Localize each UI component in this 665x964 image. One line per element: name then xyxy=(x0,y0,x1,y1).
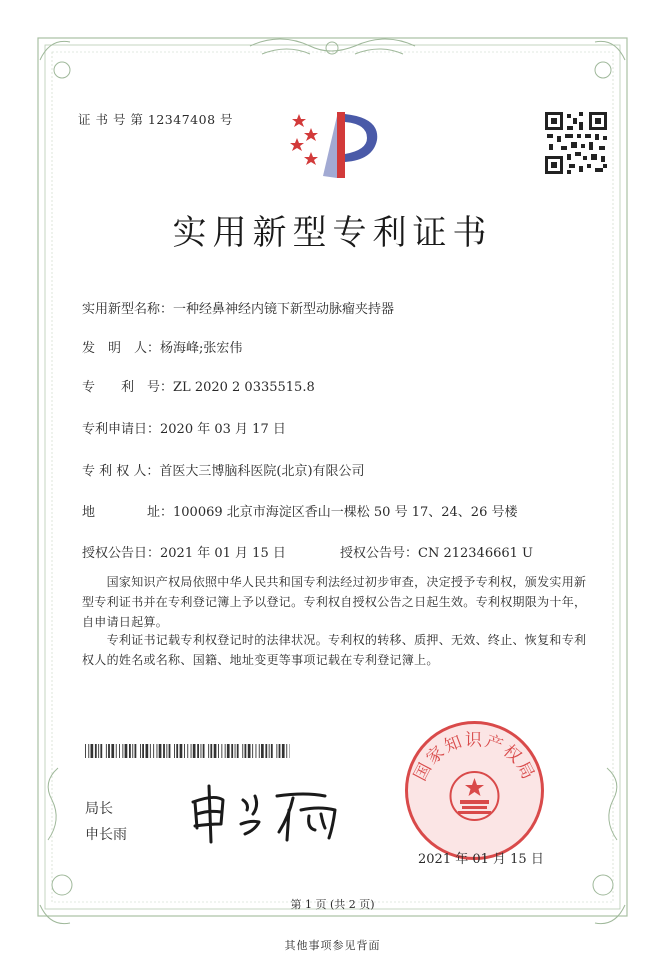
field-value: CN 212346661 U xyxy=(418,546,533,561)
address-row xyxy=(82,501,517,520)
back-side-note: 其他事项参见背面 xyxy=(284,939,381,952)
inventor-row xyxy=(82,337,242,356)
field-label: 专 利 号： xyxy=(82,380,174,395)
barcode-icon xyxy=(85,744,290,758)
field-value: 杨海峰;张宏伟 xyxy=(160,341,243,356)
director-name: 申长雨 xyxy=(85,827,127,843)
seal-date: 2021 年 01 月 15 日 xyxy=(418,852,544,867)
certificate-title: 实用新型专利证书 xyxy=(172,213,493,253)
grant-number-row xyxy=(340,542,533,561)
field-label: 授权公告号： xyxy=(340,546,419,561)
field-label: 实用新型名称： xyxy=(82,302,174,317)
grant-statement-paragraph: 国家知识产权局依照中华人民共和国专利法经过初步审查，决定授予专利权，颁发实用新型专利证书并在专利登记簿上予以登记。专利权自授权公告之日起生效。专利权期限为十年，自申请日起算。 xyxy=(82,575,587,629)
page-indicator: 第 1 页 (共 2 页) xyxy=(290,898,375,911)
field-value: ZL 2020 2 0335515.8 xyxy=(173,380,315,395)
field-label: 专利申请日： xyxy=(82,422,161,437)
patent-number-row xyxy=(82,376,315,395)
field-value: 100069 北京市海淀区香山一棵松 50 号 17、24、26 号楼 xyxy=(173,505,518,520)
field-label: 发 明 人： xyxy=(82,341,161,356)
field-label: 专 利 权 人： xyxy=(82,464,160,479)
field-value: 2021 年 01 月 15 日 xyxy=(160,546,286,561)
grant-date-row xyxy=(82,542,286,561)
field-label: 授权公告日： xyxy=(82,546,161,561)
patentee-row xyxy=(82,460,365,479)
director-title: 局长 xyxy=(85,801,113,817)
legal-status-paragraph: 专利证书记载专利权登记时的法律状况。专利权的转移、质押、无效、终止、恢复和专利权人的姓名或名称、国籍、地址变更等事项记载在专利登记簿上。 xyxy=(82,633,587,667)
seal-text: 国家知识产权局 xyxy=(410,730,539,785)
field-value: 2020 年 03 月 17 日 xyxy=(160,422,286,437)
handwritten-signature xyxy=(185,780,345,850)
field-value: 一种经鼻神经内镜下新型动脉瘤夹持器 xyxy=(173,302,395,317)
qr-code-icon xyxy=(543,110,609,176)
cnipa-logo-icon xyxy=(285,108,385,183)
certificate-number: 证 书 号 第 12347408 号 xyxy=(78,112,233,127)
field-label: 地 址： xyxy=(82,505,174,520)
utility-model-name-row xyxy=(82,298,394,317)
official-seal xyxy=(402,718,547,863)
application-date-row xyxy=(82,418,286,437)
field-value: 首医大三博脑科医院(北京)有限公司 xyxy=(159,464,365,479)
